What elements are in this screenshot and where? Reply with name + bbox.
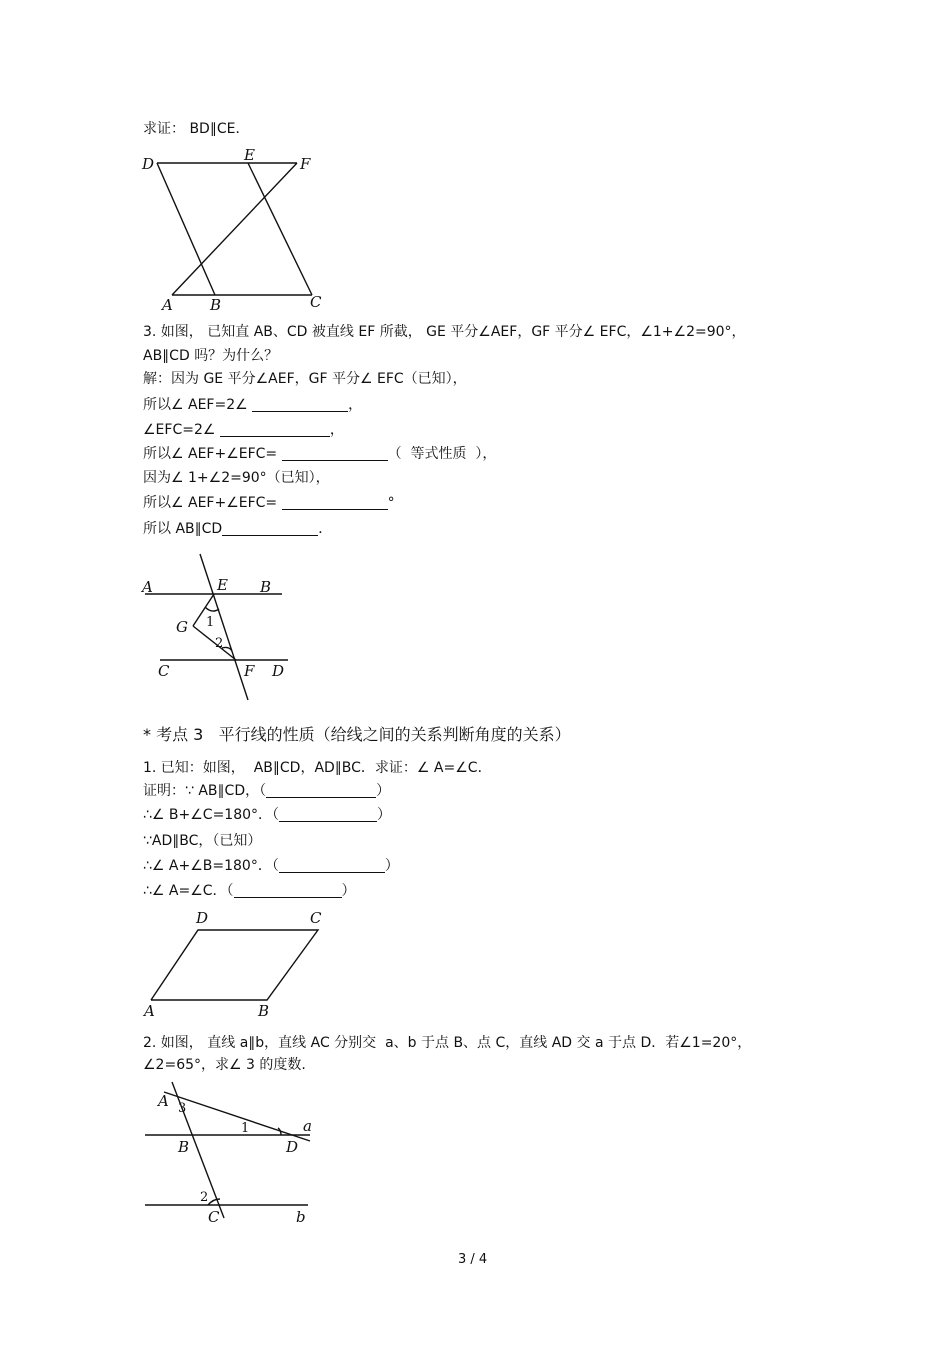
- answer-blank[interactable]: [282, 446, 388, 461]
- page-number: 3 / 4: [458, 1252, 488, 1267]
- label-angle-1: 1: [241, 1121, 250, 1136]
- p1-line-5: [143, 857, 399, 875]
- p1-line-3: [143, 806, 391, 824]
- q3-line-8-end: °: [387, 495, 395, 511]
- q3-line-4-end: ，: [348, 397, 363, 413]
- label-line-a: a: [303, 1117, 312, 1135]
- p1-line-6-text: ∴∠ A=∠C．（: [143, 883, 234, 899]
- label-d: D: [142, 155, 155, 173]
- label-line-b: b: [296, 1208, 306, 1226]
- label-f: F: [244, 662, 255, 680]
- answer-blank[interactable]: [279, 807, 377, 822]
- p1-line-5-text: ∴∠ A+∠B=180°．（: [143, 858, 279, 874]
- answer-blank[interactable]: [266, 783, 376, 798]
- q3-line-8-text: 所以∠ AEF+∠EFC=: [143, 495, 282, 511]
- q3-line-4-text: 所以∠ AEF=2∠: [143, 397, 253, 413]
- label-c: C: [208, 1208, 220, 1226]
- q3-line-9-end: ．: [318, 521, 333, 537]
- answer-blank[interactable]: [282, 495, 388, 510]
- p1-line-3-end: ）: [377, 807, 392, 823]
- q3-line-6: [143, 445, 496, 463]
- answer-blank[interactable]: [222, 521, 318, 536]
- label-a: A: [158, 1092, 169, 1110]
- label-d: D: [196, 909, 209, 927]
- p2-line-1: 2. 如图， 直线 a∥b，直线 AC 分别交 a、b 于点 B、点 C，直线 AD 交 a 于点 D．若∠1=20°，: [143, 1035, 752, 1051]
- label-b: B: [210, 296, 222, 314]
- segment-fa: [172, 163, 297, 295]
- segment-ec: [248, 163, 312, 295]
- p1-line-6: [143, 882, 356, 900]
- figure-transversal-efg: [140, 550, 300, 702]
- p1-line-3-text: ∴∠ B+∠C=180°．（: [143, 807, 280, 823]
- q3-line-9: [143, 520, 332, 538]
- label-b-point: B: [178, 1138, 190, 1156]
- prove-statement: 求证： BD∥CE．: [143, 121, 250, 137]
- p1-line-2-end: ）: [376, 783, 391, 799]
- q3-line-5: [143, 421, 344, 439]
- label-g: G: [176, 618, 188, 636]
- answer-blank[interactable]: [279, 858, 385, 873]
- label-e: E: [217, 576, 228, 594]
- figure-parallelogram-bd-ce: [140, 145, 340, 315]
- q3-line-4: [143, 396, 362, 414]
- q3-line-5-text: ∠EFC=2∠: [143, 422, 220, 438]
- label-c: C: [310, 909, 322, 927]
- q3-line-1: 3. 如图， 已知直 AB、CD 被直线 EF 所截， GE 平分∠AEF，GF 平分∠ EFC，∠1+∠2=90°，: [143, 324, 746, 340]
- answer-blank[interactable]: [252, 397, 348, 412]
- p1-line-1: 1. 已知：如图， AB∥CD，AD∥BC．求证：∠ A=∠C．: [143, 760, 492, 776]
- q3-line-7: 因为∠ 1+∠2=90°（已知），: [143, 470, 330, 486]
- p1-line-2-text: 证明：∵ AB∥CD，（: [143, 783, 267, 799]
- p1-line-5-end: ）: [384, 858, 399, 874]
- label-f: F: [300, 155, 311, 173]
- label-a: A: [162, 296, 173, 314]
- figure-lines-a-b: [140, 1078, 320, 1228]
- label-angle-2: 2: [215, 636, 224, 651]
- q3-line-8: [143, 494, 395, 512]
- label-a: A: [144, 1002, 155, 1020]
- p1-line-4: ∵AD∥BC，（已知）: [143, 833, 262, 849]
- label-angle-2: 2: [200, 1190, 209, 1205]
- figure-parallelogram-abcd: [140, 906, 340, 1021]
- section-heading: * 考点 3 平行线的性质（给线之间的关系判断角度的关系）: [143, 725, 571, 744]
- parallelogram-abcd: [151, 930, 318, 1000]
- label-e: E: [244, 146, 255, 164]
- label-angle-3: 3: [178, 1101, 187, 1116]
- segment-db: [157, 163, 215, 295]
- q3-line-6-end: （ 等式性质 ），: [387, 446, 497, 462]
- label-c: C: [158, 662, 170, 680]
- answer-blank[interactable]: [220, 422, 330, 437]
- label-d: D: [272, 662, 285, 680]
- p2-line-2: ∠2=65°，求∠ 3 的度数.: [143, 1057, 306, 1073]
- q3-line-3: 解：因为 GE 平分∠AEF，GF 平分∠ EFC（已知），: [143, 371, 467, 387]
- label-c: C: [310, 293, 322, 311]
- label-d: D: [286, 1138, 299, 1156]
- label-angle-1: 1: [206, 615, 215, 630]
- label-b: B: [258, 1002, 270, 1020]
- p1-line-6-end: ）: [341, 883, 356, 899]
- label-b: B: [260, 578, 272, 596]
- q3-line-5-end: ，: [329, 422, 344, 438]
- q3-line-6-text: 所以∠ AEF+∠EFC=: [143, 446, 282, 462]
- q3-line-9-text: 所以 AB∥CD: [143, 521, 223, 537]
- p1-line-2: [143, 782, 390, 800]
- label-a: A: [142, 578, 153, 596]
- q3-line-2: AB∥CD 吗？为什么？: [143, 348, 279, 364]
- answer-blank[interactable]: [234, 883, 342, 898]
